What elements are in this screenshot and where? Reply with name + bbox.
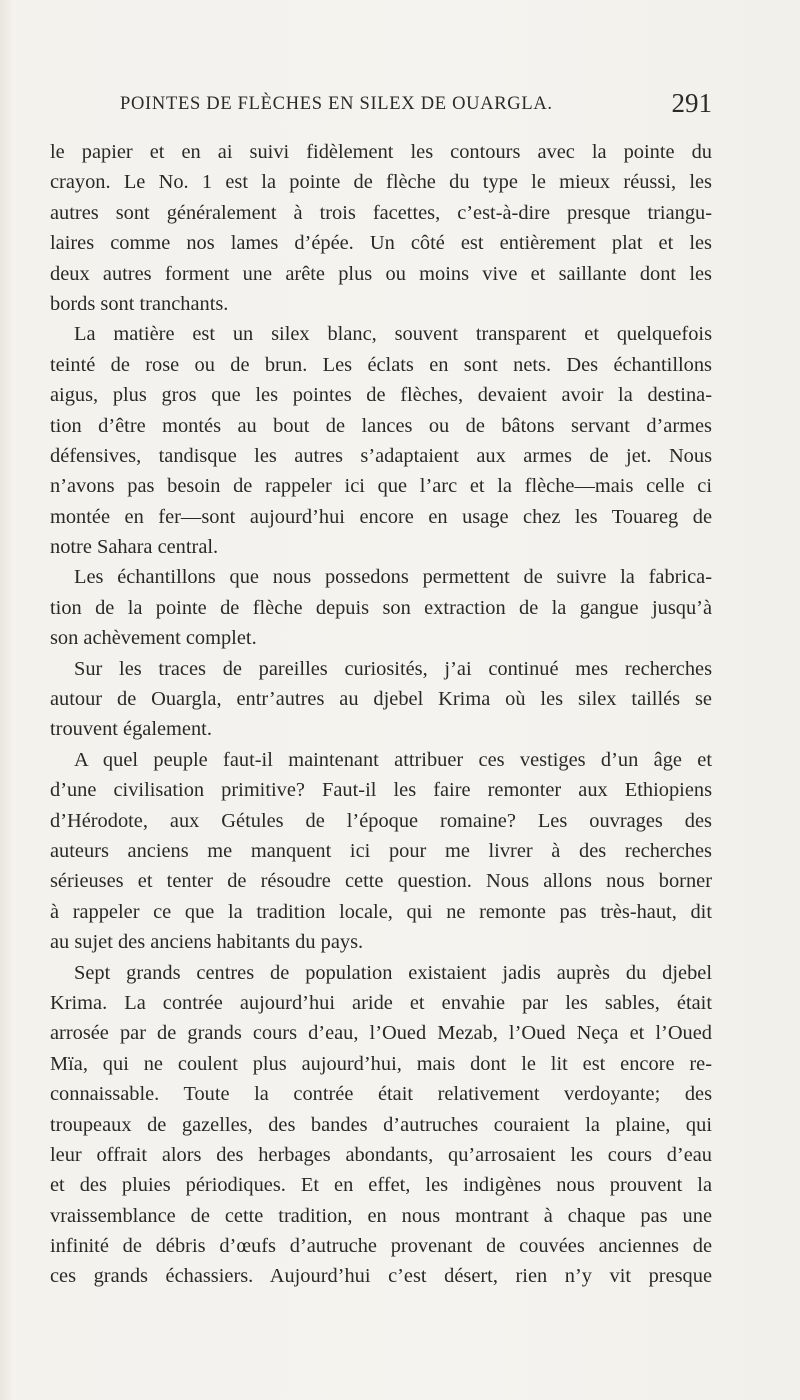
- text-line: connaissable. Toute la contrée était relativement verdoyante; des: [50, 1083, 712, 1106]
- text-line: Sept grands centres de population existaient jadis auprès du djebel: [74, 961, 712, 984]
- text-line: La matière est un silex blanc, souvent transparent et quelquefois: [74, 323, 712, 346]
- text-line: crayon. Le No. 1 est la pointe de flèche du type le mieux réussi, les: [50, 171, 712, 194]
- page-number: 291: [671, 88, 712, 118]
- text-line: deux autres forment une arête plus ou moins vive et saillante dont les: [50, 262, 712, 285]
- running-title: POINTES DE FLÈCHES EN SILEX DE OUARGLA.: [120, 94, 553, 114]
- body-text: [50, 137, 712, 1292]
- text-line: arrosée par de grands cours d’eau, l’Oued Mezab, l’Oued Neça et l’Oued: [50, 1022, 712, 1045]
- text-line: vraissemblance de cette tradition, en nous montrant à chaque pas une: [50, 1204, 712, 1227]
- text-line: montée en fer—sont aujourd’hui encore en usage chez les Touareg de: [50, 505, 712, 528]
- text-line: défensives, tandisque les autres s’adaptaient aux armes de jet. Nous: [50, 444, 712, 467]
- text-line: à rappeler ce que la tradition locale, qui ne remonte pas très-haut, dit: [50, 900, 712, 923]
- page-header: [120, 88, 712, 128]
- text-line: auteurs anciens me manquent ici pour me livrer à des recherches: [50, 839, 712, 862]
- text-line: laires comme nos lames d’épée. Un côté est entièrement plat et les: [50, 232, 712, 255]
- text-line: et des pluies périodiques. Et en effet, les indigènes nous prouvent la: [50, 1174, 712, 1197]
- text-line: au sujet des anciens habitants du pays.: [50, 931, 364, 954]
- text-line: teinté de rose ou de brun. Les éclats en sont nets. Des échantillons: [50, 353, 712, 376]
- text-line: d’Hérodote, aux Gétules de l’époque romaine? Les ouvrages des: [50, 809, 712, 832]
- text-line: d’une civilisation primitive? Faut-il les faire remonter aux Ethiopiens: [50, 779, 712, 802]
- text-line: aigus, plus gros que les pointes de flèches, devaient avoir la destina-: [50, 384, 712, 407]
- text-line: sérieuses et tenter de résoudre cette question. Nous allons nous borner: [50, 870, 712, 893]
- text-line: Krima. La contrée aujourd’hui aride et envahie par les sables, était: [50, 991, 712, 1014]
- text-line: Sur les traces de pareilles curiosités, j’ai continué mes recherches: [74, 657, 712, 680]
- text-line: infinité de débris d’œufs d’autruche provenant de couvées anciennes de: [50, 1235, 712, 1258]
- text-line: autres sont généralement à trois facettes, c’est-à-dire presque triangu-: [50, 201, 712, 224]
- text-line: leur offrait alors des herbages abondants, qu’arrosaient les cours d’eau: [50, 1143, 712, 1166]
- text-line: A quel peuple faut-il maintenant attribuer ces vestiges d’un âge et: [74, 748, 712, 771]
- text-line: notre Sahara central.: [50, 536, 219, 559]
- text-line: autour de Ouargla, entr’autres au djebel Krima où les silex taillés se: [50, 688, 712, 711]
- text-line: son achèvement complet.: [50, 627, 257, 650]
- text-line: troupeaux de gazelles, des bandes d’autruches couraient la plaine, qui: [50, 1113, 712, 1136]
- text-line: tion de la pointe de flèche depuis son extraction de la gangue jusqu’à: [50, 596, 712, 619]
- text-line: tion d’être montés au bout de lances ou de bâtons servant d’armes: [50, 414, 712, 437]
- text-line: ces grands échassiers. Aujourd’hui c’est désert, rien n’y vit presque: [50, 1265, 712, 1288]
- text-line: n’avons pas besoin de rappeler ici que l’arc et la flèche—mais celle ci: [50, 475, 712, 498]
- text-line: trouvent également.: [50, 718, 212, 741]
- text-line: bords sont tranchants.: [50, 292, 229, 315]
- text-line: Les échantillons que nous possedons permettent de suivre la fabrica-: [74, 566, 712, 589]
- text-line: Mïa, qui ne coulent plus aujourd’hui, mais dont le lit est encore re-: [50, 1052, 712, 1075]
- text-line: le papier et en ai suivi fidèlement les contours avec la pointe du: [50, 141, 712, 163]
